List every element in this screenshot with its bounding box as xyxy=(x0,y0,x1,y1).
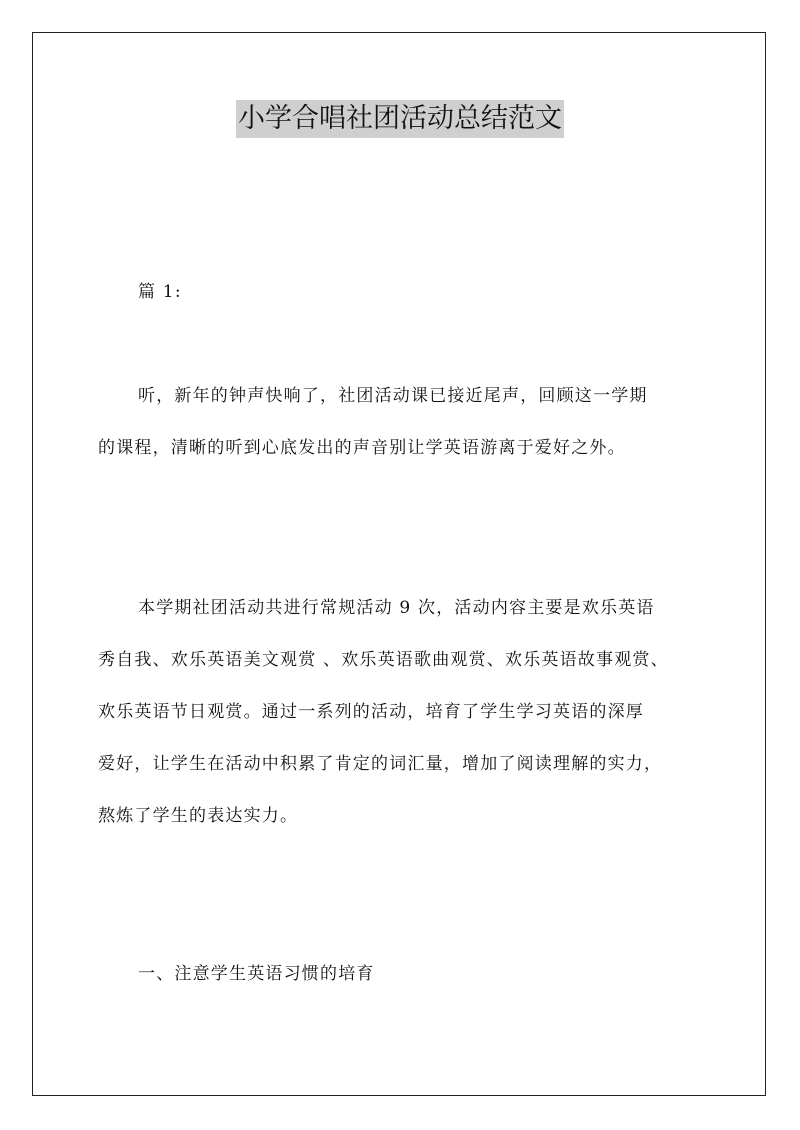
document-title-container xyxy=(0,100,800,138)
paragraph-1-line-1: 听，新年的钟声快响了，社团活动课已接近尾声，回顾这一学期 xyxy=(138,386,648,406)
paragraph-2-line-4: 爱好，让学生在活动中积累了肯定的词汇量，增加了阅读理解的实力， xyxy=(98,754,663,774)
paragraph-2-line-2: 秀自我、欢乐英语美文观赏 、欢乐英语歌曲观赏、欢乐英语故事观赏、 xyxy=(98,650,669,670)
heading-1: 一、注意学生英语习惯的培育 xyxy=(138,964,375,984)
paragraph-1-line-2: 的课程，清晰的听到心底发出的声音别让学英语游离于爱好之外。 xyxy=(98,438,626,458)
section-label: 篇 1: xyxy=(138,282,182,302)
paragraph-2-line-5: 熬炼了学生的表达实力。 xyxy=(98,806,299,826)
page-border xyxy=(32,32,766,1096)
document-title: 小学合唱社团活动总结范文 xyxy=(236,100,564,138)
paragraph-2-line-1: 本学期社团活动共进行常规活动 9 次，活动内容主要是欢乐英语 xyxy=(138,598,655,618)
paragraph-2-line-3: 欢乐英语节日观赏。通过一系列的活动，培育了学生学习英语的深厚 xyxy=(98,702,644,722)
